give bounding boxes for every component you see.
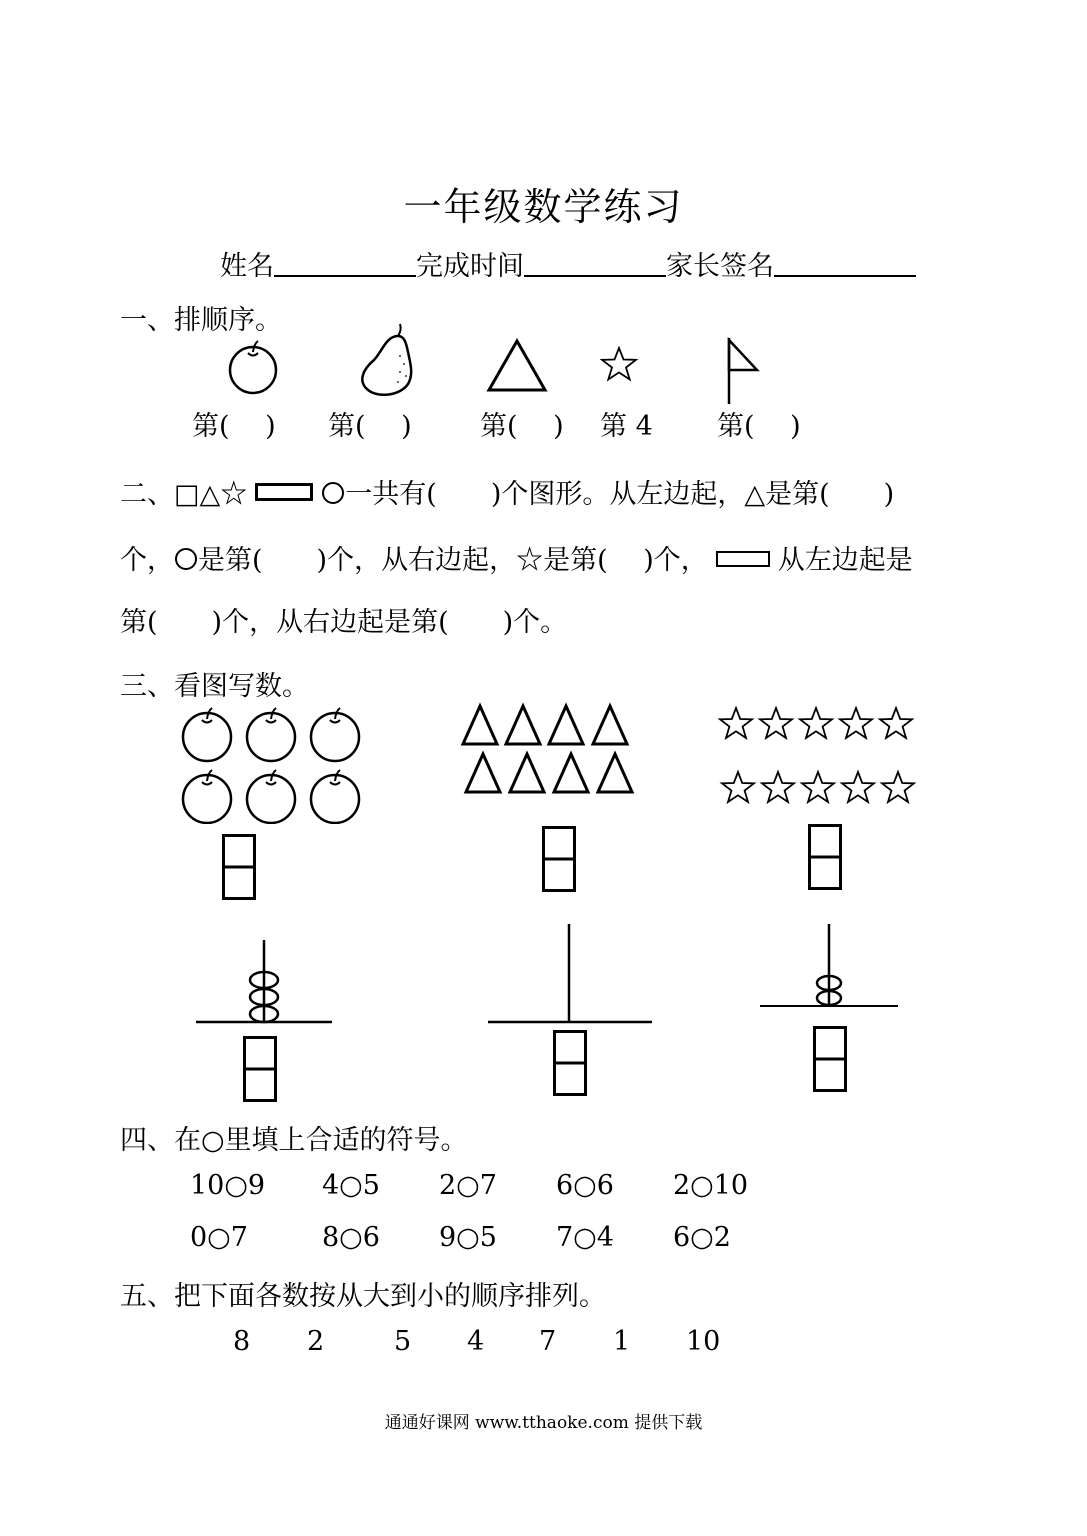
section-5-heading: 五、把下面各数按从大到小的顺序排列。 — [120, 1281, 606, 1312]
page-title: 一年级数学练习 — [403, 185, 684, 229]
section-2-line-2 — [120, 538, 913, 577]
time-blank — [524, 249, 666, 277]
triangle-icon — [598, 754, 632, 792]
number-item: 7 — [539, 1326, 557, 1357]
star-icon: ☆ — [516, 545, 544, 576]
apple-group — [176, 702, 366, 824]
triangle-icon — [554, 754, 588, 792]
section-2-text: 是第( )个， — [543, 545, 708, 576]
triangle-icon — [486, 338, 548, 394]
compare-item[interactable]: 2○7 — [439, 1170, 497, 1201]
footer-credit: 通通好课网 www.tthaoke.com 提供下载 — [384, 1413, 703, 1433]
star-icon — [600, 346, 638, 382]
name-label: 姓名 — [220, 251, 274, 282]
shape-sequence: □△☆ — [174, 479, 248, 510]
star-icon — [802, 772, 834, 802]
abacus-icon — [760, 922, 898, 1012]
sign-blank — [774, 249, 916, 277]
flag-icon — [722, 336, 762, 406]
section-2-text: 个， — [120, 545, 174, 576]
name-blank — [274, 249, 416, 277]
section-4-heading: 四、在○里填上合适的符号。 — [120, 1125, 468, 1156]
number-item: 2 — [307, 1326, 325, 1357]
compare-item[interactable]: 6○2 — [673, 1222, 731, 1253]
info-line — [220, 244, 916, 283]
compare-item[interactable]: 2○10 — [673, 1170, 749, 1201]
star-icon — [762, 772, 794, 802]
star-icon — [800, 708, 832, 738]
triangle-icon — [466, 754, 500, 792]
abacus-icon — [488, 922, 652, 1026]
triangle-icon — [463, 706, 497, 744]
star-icon — [842, 772, 874, 802]
circle-icon — [322, 482, 344, 504]
compare-item[interactable]: 8○6 — [322, 1222, 380, 1253]
compare-item[interactable]: 4○5 — [322, 1170, 380, 1201]
section-3-heading: 三、看图写数。 — [120, 671, 309, 702]
number-item: 8 — [233, 1326, 251, 1357]
section-2-text: 一共有( )个图形。从左边起，△是第( ) — [345, 479, 895, 510]
answer-box[interactable] — [553, 1030, 587, 1096]
apple-icon — [311, 708, 359, 761]
compare-item[interactable]: 9○5 — [439, 1222, 497, 1253]
apple-icon — [224, 338, 282, 396]
compare-item[interactable]: 0○7 — [190, 1222, 248, 1253]
time-label: 完成时间 — [416, 251, 524, 282]
apple-icon — [247, 770, 295, 823]
star-icon — [880, 708, 912, 738]
triangle-group — [460, 702, 636, 798]
number-item: 1 — [613, 1326, 631, 1357]
triangle-icon — [593, 706, 627, 744]
apple-icon — [183, 770, 231, 823]
star-icon — [722, 772, 754, 802]
order-label: 第( ) — [328, 411, 412, 442]
compare-item[interactable]: 10○9 — [190, 1170, 266, 1201]
answer-box[interactable] — [542, 826, 576, 892]
section-2-text: 从左边起是 — [777, 545, 913, 576]
star-icon — [720, 708, 752, 738]
star-icon — [882, 772, 914, 802]
apple-icon — [247, 708, 295, 761]
pear-icon — [356, 322, 416, 398]
answer-box[interactable] — [243, 1036, 277, 1102]
section-2-line-1 — [120, 472, 894, 511]
compare-item[interactable]: 6○6 — [556, 1170, 614, 1201]
number-item: 5 — [394, 1326, 412, 1357]
section-2-text: 是第( )个，从右边起， — [198, 545, 517, 576]
number-item: 10 — [686, 1326, 721, 1357]
order-label: 第( ) — [717, 411, 801, 442]
order-label: 第( ) — [480, 411, 564, 442]
answer-box[interactable] — [222, 834, 256, 900]
sign-label: 家长签名 — [666, 251, 774, 282]
circle-icon — [175, 548, 197, 570]
answer-box[interactable] — [813, 1026, 847, 1092]
triangle-icon — [549, 706, 583, 744]
compare-item[interactable]: 7○4 — [556, 1222, 614, 1253]
rectangle-icon — [716, 551, 770, 567]
section-2-line-3: 第( )个，从右边起是第( )个。 — [120, 607, 568, 638]
section-2-heading: 二、 — [120, 479, 174, 510]
star-icon — [760, 708, 792, 738]
abacus-icon — [196, 938, 332, 1028]
answer-box[interactable] — [808, 824, 842, 890]
triangle-icon — [510, 754, 544, 792]
star-icon — [840, 708, 872, 738]
number-item: 4 — [467, 1326, 485, 1357]
triangle-icon — [506, 706, 540, 744]
order-label: 第 4 — [600, 411, 653, 442]
star-group — [716, 704, 916, 808]
section-1-heading: 一、排顺序。 — [120, 305, 282, 336]
order-label: 第( ) — [192, 411, 276, 442]
apple-icon — [311, 770, 359, 823]
rectangle-icon — [255, 483, 313, 501]
